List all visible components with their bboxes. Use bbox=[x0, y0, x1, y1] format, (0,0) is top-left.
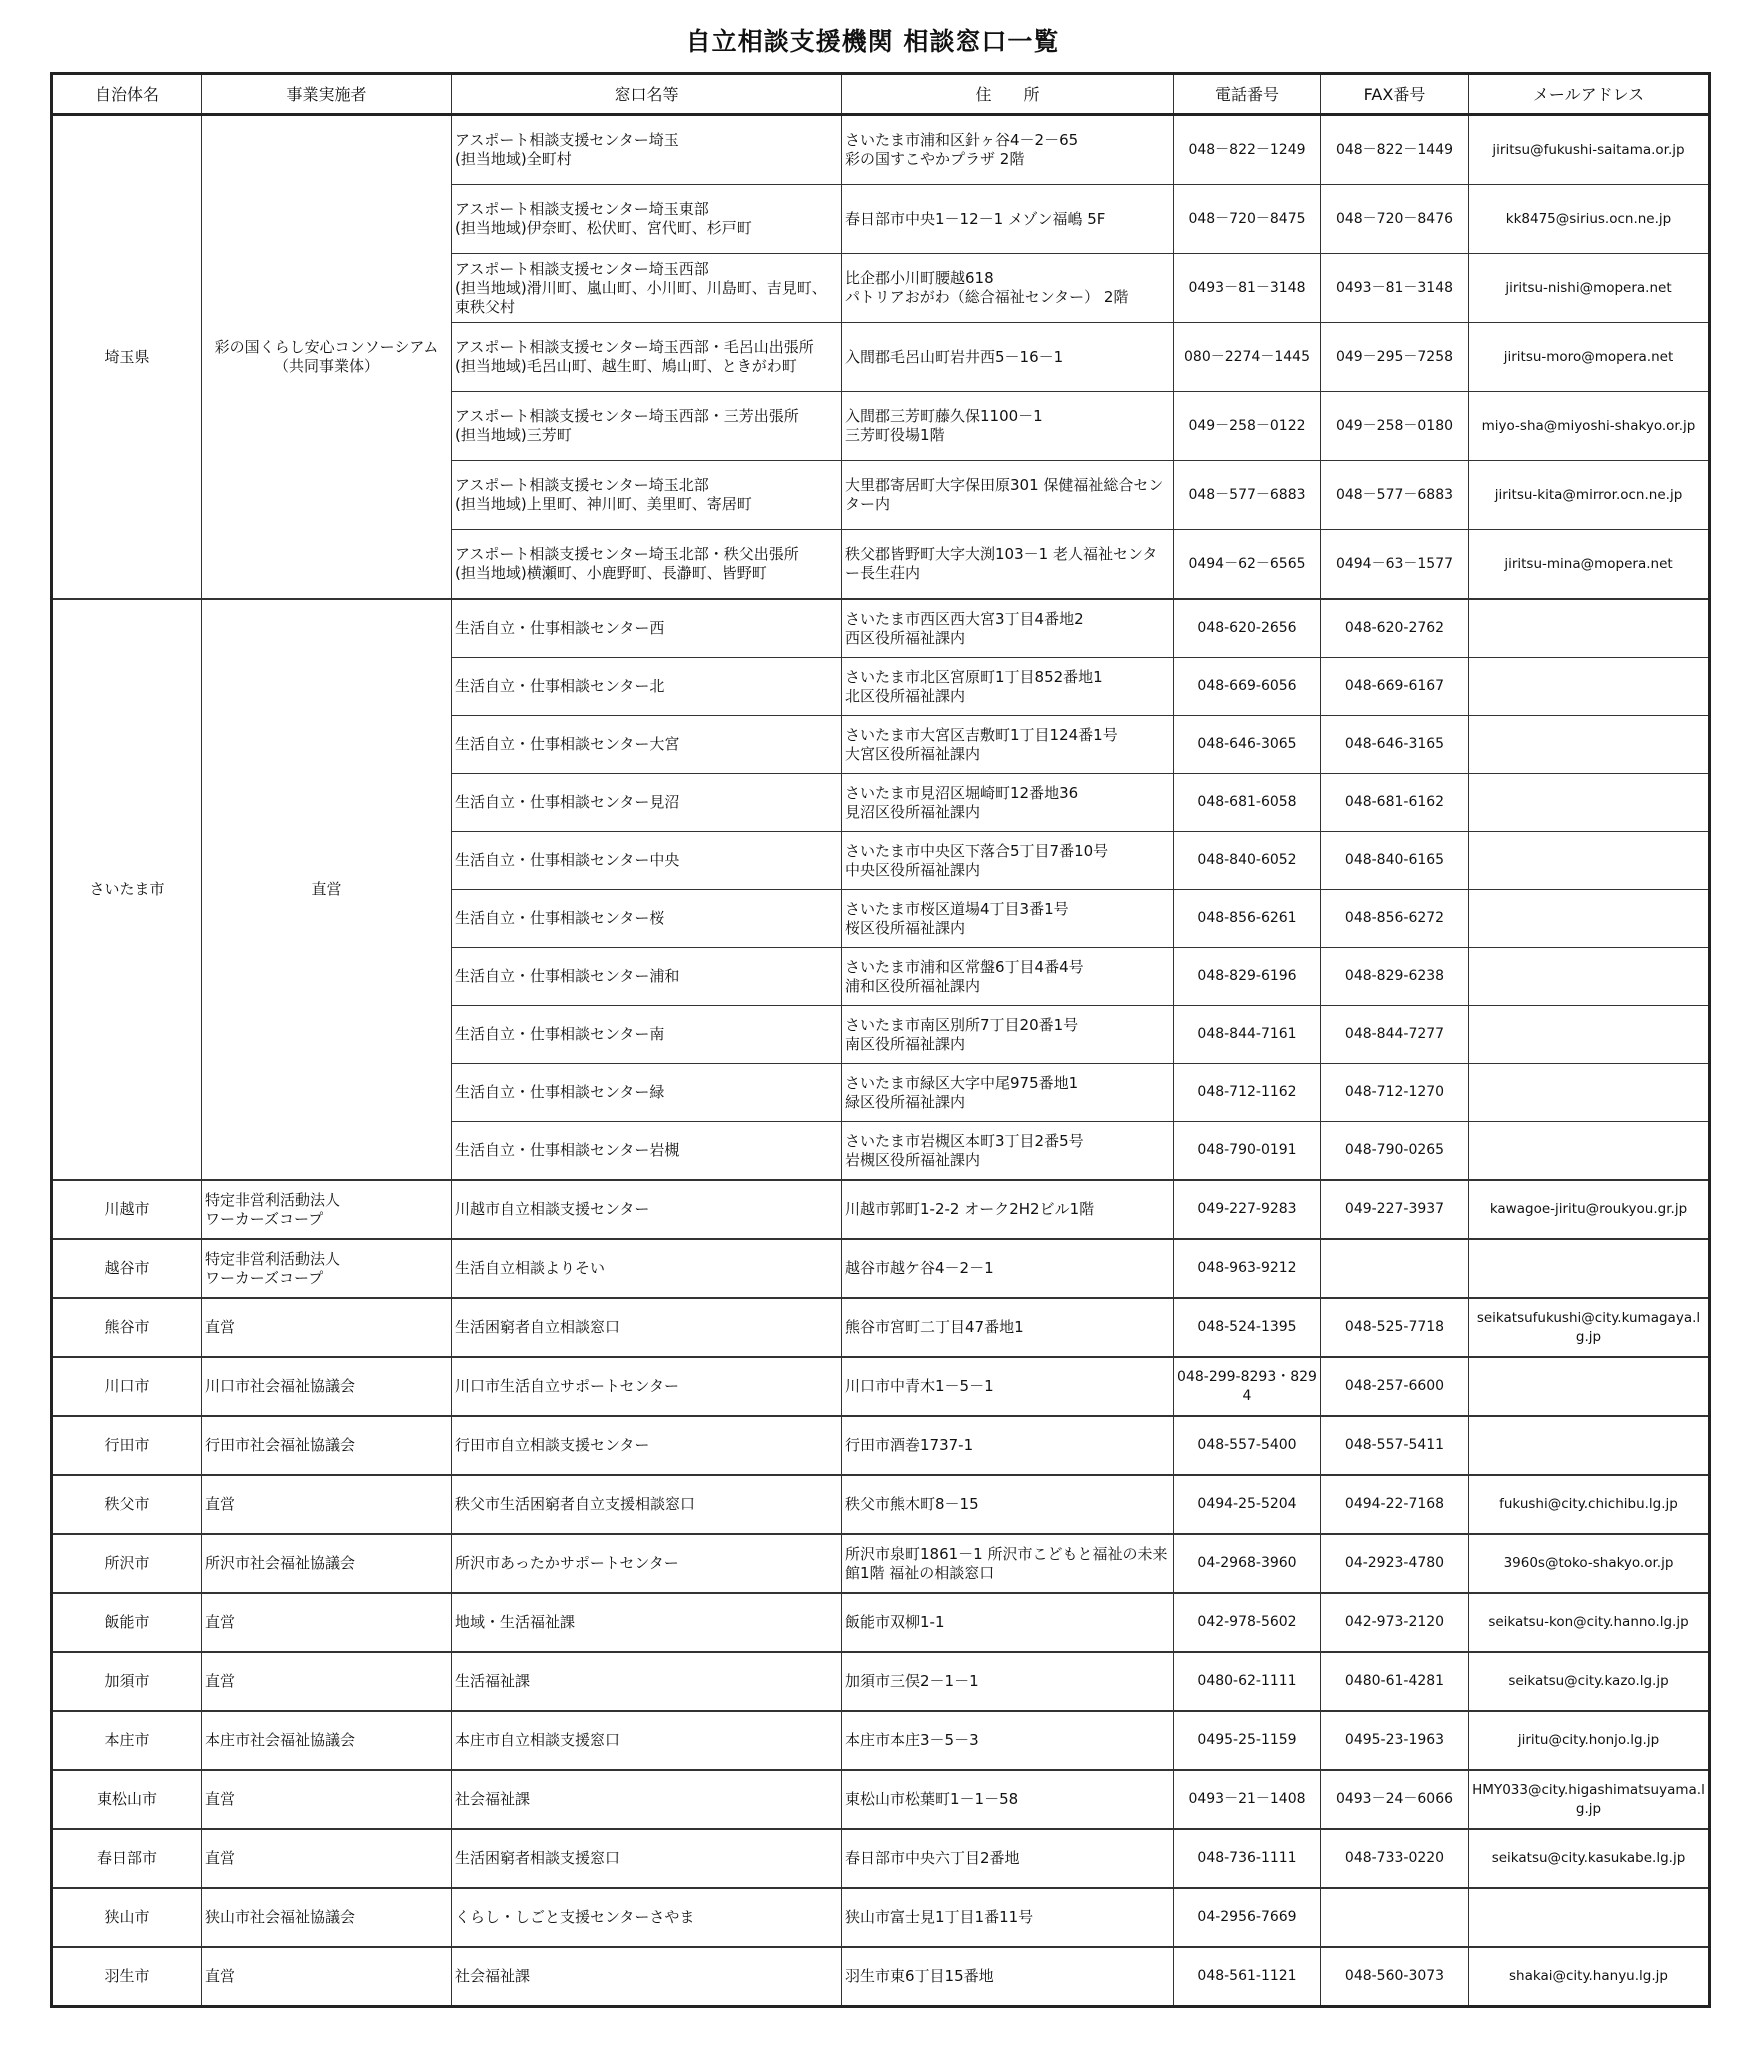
office-name-cell: 地域・生活福祉課 bbox=[452, 1593, 842, 1652]
address-cell: さいたま市浦和区針ヶ谷4－2－65 彩の国すこやかプラザ 2階 bbox=[842, 115, 1174, 185]
fax-cell bbox=[1321, 1239, 1469, 1298]
operator-cell: 直営 bbox=[202, 1770, 452, 1829]
email-cell: jiritu@city.honjo.lg.jp bbox=[1469, 1711, 1710, 1770]
tel-cell: 048－577－6883 bbox=[1174, 461, 1321, 530]
address-cell: 熊谷市宮町二丁目47番地1 bbox=[842, 1298, 1174, 1357]
email-cell bbox=[1469, 1239, 1710, 1298]
address-cell: さいたま市浦和区常盤6丁目4番4号 浦和区役所福祉課内 bbox=[842, 948, 1174, 1006]
fax-cell: 048-669-6167 bbox=[1321, 658, 1469, 716]
municipality-cell: 東松山市 bbox=[52, 1770, 202, 1829]
address-cell: さいたま市南区別所7丁目20番1号 南区役所福祉課内 bbox=[842, 1006, 1174, 1064]
operator-cell: 狭山市社会福祉協議会 bbox=[202, 1888, 452, 1947]
tel-cell: 048-561-1121 bbox=[1174, 1947, 1321, 2007]
fax-cell: 048-856-6272 bbox=[1321, 890, 1469, 948]
fax-cell: 048-557-5411 bbox=[1321, 1416, 1469, 1475]
operator-cell: 本庄市社会福祉協議会 bbox=[202, 1711, 452, 1770]
tel-cell: 048-681-6058 bbox=[1174, 774, 1321, 832]
operator-cell: 特定非営利活動法人 ワーカーズコープ bbox=[202, 1239, 452, 1298]
address-cell: さいたま市見沼区堀崎町12番地36 見沼区役所福祉課内 bbox=[842, 774, 1174, 832]
table-row bbox=[52, 1357, 1710, 1416]
office-name-cell: アスポート相談支援センター埼玉西部・毛呂山出張所 (担当地域)毛呂山町、越生町、鳩山町、ときがわ町 bbox=[452, 323, 842, 392]
fax-cell: 048－577－6883 bbox=[1321, 461, 1469, 530]
office-name-cell: アスポート相談支援センター埼玉西部・三芳出張所 (担当地域)三芳町 bbox=[452, 392, 842, 461]
fax-cell: 048-646-3165 bbox=[1321, 716, 1469, 774]
table-row bbox=[52, 115, 1710, 185]
tel-cell: 048-669-6056 bbox=[1174, 658, 1321, 716]
municipality-cell: 越谷市 bbox=[52, 1239, 202, 1298]
address-cell: 羽生市東6丁目15番地 bbox=[842, 1947, 1174, 2007]
fax-cell: 0480-61-4281 bbox=[1321, 1652, 1469, 1711]
operator-cell: 直営 bbox=[202, 1829, 452, 1888]
municipality-cell: 行田市 bbox=[52, 1416, 202, 1475]
operator-cell: 所沢市社会福祉協議会 bbox=[202, 1534, 452, 1593]
table-row bbox=[52, 1180, 1710, 1239]
email-cell: jiritsu-mina@mopera.net bbox=[1469, 530, 1710, 600]
header-fax: FAX番号 bbox=[1321, 74, 1469, 115]
tel-cell: 048-963-9212 bbox=[1174, 1239, 1321, 1298]
tel-cell: 0493－21－1408 bbox=[1174, 1770, 1321, 1829]
address-cell: 川越市郭町1-2-2 オーク2H2ビル1階 bbox=[842, 1180, 1174, 1239]
municipality-cell: 埼玉県 bbox=[52, 115, 202, 600]
address-cell: さいたま市岩槻区本町3丁目2番5号 岩槻区役所福祉課内 bbox=[842, 1122, 1174, 1181]
municipality-cell: 熊谷市 bbox=[52, 1298, 202, 1357]
municipality-cell: 川越市 bbox=[52, 1180, 202, 1239]
address-cell: 本庄市本庄3－5－3 bbox=[842, 1711, 1174, 1770]
email-cell bbox=[1469, 1064, 1710, 1122]
address-cell: 川口市中青木1－5－1 bbox=[842, 1357, 1174, 1416]
address-cell: さいたま市緑区大字中尾975番地1 緑区役所福祉課内 bbox=[842, 1064, 1174, 1122]
email-cell bbox=[1469, 1888, 1710, 1947]
office-name-cell: 生活自立・仕事相談センター浦和 bbox=[452, 948, 842, 1006]
email-cell bbox=[1469, 948, 1710, 1006]
operator-cell: 川口市社会福祉協議会 bbox=[202, 1357, 452, 1416]
operator-cell: 直営 bbox=[202, 1947, 452, 2007]
table-row bbox=[52, 1711, 1710, 1770]
email-cell bbox=[1469, 890, 1710, 948]
email-cell bbox=[1469, 774, 1710, 832]
address-cell: 狭山市富士見1丁目1番11号 bbox=[842, 1888, 1174, 1947]
address-cell: 秩父郡皆野町大字大渕103－1 老人福祉センター長生荘内 bbox=[842, 530, 1174, 600]
fax-cell: 048-790-0265 bbox=[1321, 1122, 1469, 1181]
table-row bbox=[52, 1534, 1710, 1593]
operator-cell: 彩の国くらし安心コンソーシアム （共同事業体） bbox=[202, 115, 452, 600]
address-cell: さいたま市西区西大宮3丁目4番地2 西区役所福祉課内 bbox=[842, 599, 1174, 658]
tel-cell: 048-840-6052 bbox=[1174, 832, 1321, 890]
office-name-cell: アスポート相談支援センター埼玉 (担当地域)全町村 bbox=[452, 115, 842, 185]
municipality-cell: 飯能市 bbox=[52, 1593, 202, 1652]
office-name-cell: 社会福祉課 bbox=[452, 1770, 842, 1829]
tel-cell: 049-227-9283 bbox=[1174, 1180, 1321, 1239]
email-cell: HMY033@city.higashimatsuyama.lg.jp bbox=[1469, 1770, 1710, 1829]
office-name-cell: 川越市自立相談支援センター bbox=[452, 1180, 842, 1239]
email-cell: kawagoe-jiritu@roukyou.gr.jp bbox=[1469, 1180, 1710, 1239]
fax-cell: 048-681-6162 bbox=[1321, 774, 1469, 832]
header-office: 窓口名等 bbox=[452, 74, 842, 115]
email-cell bbox=[1469, 1006, 1710, 1064]
email-cell bbox=[1469, 1122, 1710, 1181]
email-cell: seikatsu@city.kazo.lg.jp bbox=[1469, 1652, 1710, 1711]
office-name-cell: 生活自立・仕事相談センター中央 bbox=[452, 832, 842, 890]
office-name-cell: 生活困窮者相談支援窓口 bbox=[452, 1829, 842, 1888]
email-cell: jiritsu@fukushi-saitama.or.jp bbox=[1469, 115, 1710, 185]
municipality-cell: 本庄市 bbox=[52, 1711, 202, 1770]
table-row bbox=[52, 1947, 1710, 2007]
address-cell: 入間郡毛呂山町岩井西5－16－1 bbox=[842, 323, 1174, 392]
office-name-cell: 所沢市あったかサポートセンター bbox=[452, 1534, 842, 1593]
tel-cell: 048-620-2656 bbox=[1174, 599, 1321, 658]
address-cell: 飯能市双柳1-1 bbox=[842, 1593, 1174, 1652]
fax-cell: 048-712-1270 bbox=[1321, 1064, 1469, 1122]
table-row bbox=[52, 1829, 1710, 1888]
address-cell: さいたま市中央区下落合5丁目7番10号 中央区役所福祉課内 bbox=[842, 832, 1174, 890]
table-header-row bbox=[52, 74, 1710, 115]
tel-cell: 048-829-6196 bbox=[1174, 948, 1321, 1006]
table-row bbox=[52, 1593, 1710, 1652]
tel-cell: 0493－81－3148 bbox=[1174, 254, 1321, 323]
tel-cell: 0494-25-5204 bbox=[1174, 1475, 1321, 1534]
table-row bbox=[52, 599, 1710, 658]
office-name-cell: 生活自立・仕事相談センター南 bbox=[452, 1006, 842, 1064]
municipality-cell: 羽生市 bbox=[52, 1947, 202, 2007]
address-cell: 入間郡三芳町藤久保1100－1 三芳町役場1階 bbox=[842, 392, 1174, 461]
address-cell: 行田市酒巻1737-1 bbox=[842, 1416, 1174, 1475]
email-cell: shakai@city.hanyu.lg.jp bbox=[1469, 1947, 1710, 2007]
email-cell bbox=[1469, 832, 1710, 890]
fax-cell: 048-840-6165 bbox=[1321, 832, 1469, 890]
email-cell: 3960s@toko-shakyo.or.jp bbox=[1469, 1534, 1710, 1593]
fax-cell: 0494－63－1577 bbox=[1321, 530, 1469, 600]
municipality-cell: 所沢市 bbox=[52, 1534, 202, 1593]
tel-cell: 0494－62－6565 bbox=[1174, 530, 1321, 600]
address-cell: 加須市三俣2－1－1 bbox=[842, 1652, 1174, 1711]
office-name-cell: アスポート相談支援センター埼玉東部 (担当地域)伊奈町、松伏町、宮代町、杉戸町 bbox=[452, 185, 842, 254]
office-name-cell: 社会福祉課 bbox=[452, 1947, 842, 2007]
fax-cell: 049-227-3937 bbox=[1321, 1180, 1469, 1239]
email-cell: jiritsu-kita@mirror.ocn.ne.jp bbox=[1469, 461, 1710, 530]
office-name-cell: 秩父市生活困窮者自立支援相談窓口 bbox=[452, 1475, 842, 1534]
operator-cell: 直営 bbox=[202, 1298, 452, 1357]
fax-cell: 0495-23-1963 bbox=[1321, 1711, 1469, 1770]
email-cell: jiritsu-moro@mopera.net bbox=[1469, 323, 1710, 392]
operator-cell: 直営 bbox=[202, 1475, 452, 1534]
fax-cell: 048－720－8476 bbox=[1321, 185, 1469, 254]
operator-cell: 直営 bbox=[202, 599, 452, 1180]
email-cell: seikatsu-kon@city.hanno.lg.jp bbox=[1469, 1593, 1710, 1652]
tel-cell: 048-712-1162 bbox=[1174, 1064, 1321, 1122]
document-title: 自立相談支援機関 相談窓口一覧 bbox=[685, 27, 1060, 56]
fax-cell: 049－295－7258 bbox=[1321, 323, 1469, 392]
email-cell: seikatsufukushi@city.kumagaya.lg.jp bbox=[1469, 1298, 1710, 1357]
office-name-cell: 生活自立相談よりそい bbox=[452, 1239, 842, 1298]
email-cell bbox=[1469, 599, 1710, 658]
office-name-cell: 生活自立・仕事相談センター大宮 bbox=[452, 716, 842, 774]
tel-cell: 048－822－1249 bbox=[1174, 115, 1321, 185]
email-cell bbox=[1469, 1416, 1710, 1475]
operator-cell: 直営 bbox=[202, 1593, 452, 1652]
tel-cell: 04-2956-7669 bbox=[1174, 1888, 1321, 1947]
municipality-cell: 秩父市 bbox=[52, 1475, 202, 1534]
fax-cell: 048-844-7277 bbox=[1321, 1006, 1469, 1064]
address-cell: 春日部市中央六丁目2番地 bbox=[842, 1829, 1174, 1888]
fax-cell: 0494-22-7168 bbox=[1321, 1475, 1469, 1534]
address-cell: さいたま市桜区道場4丁目3番1号 桜区役所福祉課内 bbox=[842, 890, 1174, 948]
tel-cell: 048-736-1111 bbox=[1174, 1829, 1321, 1888]
office-name-cell: 行田市自立相談支援センター bbox=[452, 1416, 842, 1475]
office-name-cell: 本庄市自立相談支援窓口 bbox=[452, 1711, 842, 1770]
office-name-cell: 生活自立・仕事相談センター桜 bbox=[452, 890, 842, 948]
table-row bbox=[52, 1770, 1710, 1829]
address-cell: 秩父市熊木町8－15 bbox=[842, 1475, 1174, 1534]
municipality-cell: 狭山市 bbox=[52, 1888, 202, 1947]
fax-cell: 048-257-6600 bbox=[1321, 1357, 1469, 1416]
fax-cell: 0493－24－6066 bbox=[1321, 1770, 1469, 1829]
fax-cell: 048-829-6238 bbox=[1321, 948, 1469, 1006]
office-name-cell: 生活困窮者自立相談窓口 bbox=[452, 1298, 842, 1357]
email-cell bbox=[1469, 716, 1710, 774]
table-row bbox=[52, 1298, 1710, 1357]
table-row bbox=[52, 1239, 1710, 1298]
operator-cell: 行田市社会福祉協議会 bbox=[202, 1416, 452, 1475]
address-cell: さいたま市北区宮原町1丁目852番地1 北区役所福祉課内 bbox=[842, 658, 1174, 716]
header-municipality: 自治体名 bbox=[52, 74, 202, 115]
email-cell: jiritsu-nishi@mopera.net bbox=[1469, 254, 1710, 323]
address-cell: さいたま市大宮区吉敷町1丁目124番1号 大宮区役所福祉課内 bbox=[842, 716, 1174, 774]
office-name-cell: 生活自立・仕事相談センター見沼 bbox=[452, 774, 842, 832]
fax-cell: 049－258－0180 bbox=[1321, 392, 1469, 461]
fax-cell: 048－822－1449 bbox=[1321, 115, 1469, 185]
tel-cell: 049－258－0122 bbox=[1174, 392, 1321, 461]
header-operator: 事業実施者 bbox=[202, 74, 452, 115]
table-row bbox=[52, 1652, 1710, 1711]
tel-cell: 0495-25-1159 bbox=[1174, 1711, 1321, 1770]
address-cell: 越谷市越ケ谷4－2－1 bbox=[842, 1239, 1174, 1298]
address-cell: 東松山市松葉町1－1－58 bbox=[842, 1770, 1174, 1829]
municipality-cell: 春日部市 bbox=[52, 1829, 202, 1888]
office-name-cell: アスポート相談支援センター埼玉北部・秩父出張所 (担当地域)横瀬町、小鹿野町、長瀞町、皆野町 bbox=[452, 530, 842, 600]
address-cell: 春日部市中央1－12－1 メゾン福嶋 5F bbox=[842, 185, 1174, 254]
office-name-cell: 川口市生活自立サポートセンター bbox=[452, 1357, 842, 1416]
tel-cell: 048－720－8475 bbox=[1174, 185, 1321, 254]
table-row bbox=[52, 1888, 1710, 1947]
fax-cell: 048-733-0220 bbox=[1321, 1829, 1469, 1888]
municipality-cell: 加須市 bbox=[52, 1652, 202, 1711]
fax-cell bbox=[1321, 1888, 1469, 1947]
office-name-cell: 生活自立・仕事相談センター北 bbox=[452, 658, 842, 716]
header-email: メールアドレス bbox=[1469, 74, 1710, 115]
consultation-office-table bbox=[50, 72, 1711, 2008]
office-name-cell: 生活福祉課 bbox=[452, 1652, 842, 1711]
office-name-cell: 生活自立・仕事相談センター西 bbox=[452, 599, 842, 658]
tel-cell: 04-2968-3960 bbox=[1174, 1534, 1321, 1593]
email-cell: miyo-sha@miyoshi-shakyo.or.jp bbox=[1469, 392, 1710, 461]
office-name-cell: 生活自立・仕事相談センター緑 bbox=[452, 1064, 842, 1122]
address-cell: 比企郡小川町腰越618 パトリアおがわ（総合福祉センター） 2階 bbox=[842, 254, 1174, 323]
tel-cell: 048-299-8293・8294 bbox=[1174, 1357, 1321, 1416]
tel-cell: 048-856-6261 bbox=[1174, 890, 1321, 948]
fax-cell: 042-973-2120 bbox=[1321, 1593, 1469, 1652]
fax-cell: 0493－81－3148 bbox=[1321, 254, 1469, 323]
table-row bbox=[52, 1416, 1710, 1475]
tel-cell: 048-646-3065 bbox=[1174, 716, 1321, 774]
email-cell: seikatsu@city.kasukabe.lg.jp bbox=[1469, 1829, 1710, 1888]
email-cell bbox=[1469, 658, 1710, 716]
email-cell: kk8475@sirius.ocn.ne.jp bbox=[1469, 185, 1710, 254]
header-tel: 電話番号 bbox=[1174, 74, 1321, 115]
header-address: 住 所 bbox=[842, 74, 1174, 115]
tel-cell: 048-557-5400 bbox=[1174, 1416, 1321, 1475]
tel-cell: 080－2274－1445 bbox=[1174, 323, 1321, 392]
fax-cell: 048-560-3073 bbox=[1321, 1947, 1469, 2007]
operator-cell: 特定非営利活動法人 ワーカーズコープ bbox=[202, 1180, 452, 1239]
fax-cell: 048-620-2762 bbox=[1321, 599, 1469, 658]
tel-cell: 042-978-5602 bbox=[1174, 1593, 1321, 1652]
tel-cell: 048-790-0191 bbox=[1174, 1122, 1321, 1181]
municipality-cell: 川口市 bbox=[52, 1357, 202, 1416]
address-cell: 所沢市泉町1861－1 所沢市こどもと福祉の未来館1階 福祉の相談窓口 bbox=[842, 1534, 1174, 1593]
table-row bbox=[52, 1475, 1710, 1534]
office-name-cell: くらし・しごと支援センターさやま bbox=[452, 1888, 842, 1947]
tel-cell: 048-844-7161 bbox=[1174, 1006, 1321, 1064]
email-cell: fukushi@city.chichibu.lg.jp bbox=[1469, 1475, 1710, 1534]
operator-cell: 直営 bbox=[202, 1652, 452, 1711]
tel-cell: 048-524-1395 bbox=[1174, 1298, 1321, 1357]
tel-cell: 0480-62-1111 bbox=[1174, 1652, 1321, 1711]
office-name-cell: アスポート相談支援センター埼玉北部 (担当地域)上里町、神川町、美里町、寄居町 bbox=[452, 461, 842, 530]
municipality-cell: さいたま市 bbox=[52, 599, 202, 1180]
fax-cell: 04-2923-4780 bbox=[1321, 1534, 1469, 1593]
fax-cell: 048-525-7718 bbox=[1321, 1298, 1469, 1357]
office-name-cell: 生活自立・仕事相談センター岩槻 bbox=[452, 1122, 842, 1181]
email-cell bbox=[1469, 1357, 1710, 1416]
office-name-cell: アスポート相談支援センター埼玉西部 (担当地域)滑川町、嵐山町、小川町、川島町、吉見町、東秩父村 bbox=[452, 254, 842, 323]
address-cell: 大里郡寄居町大字保田原301 保健福祉総合センター内 bbox=[842, 461, 1174, 530]
